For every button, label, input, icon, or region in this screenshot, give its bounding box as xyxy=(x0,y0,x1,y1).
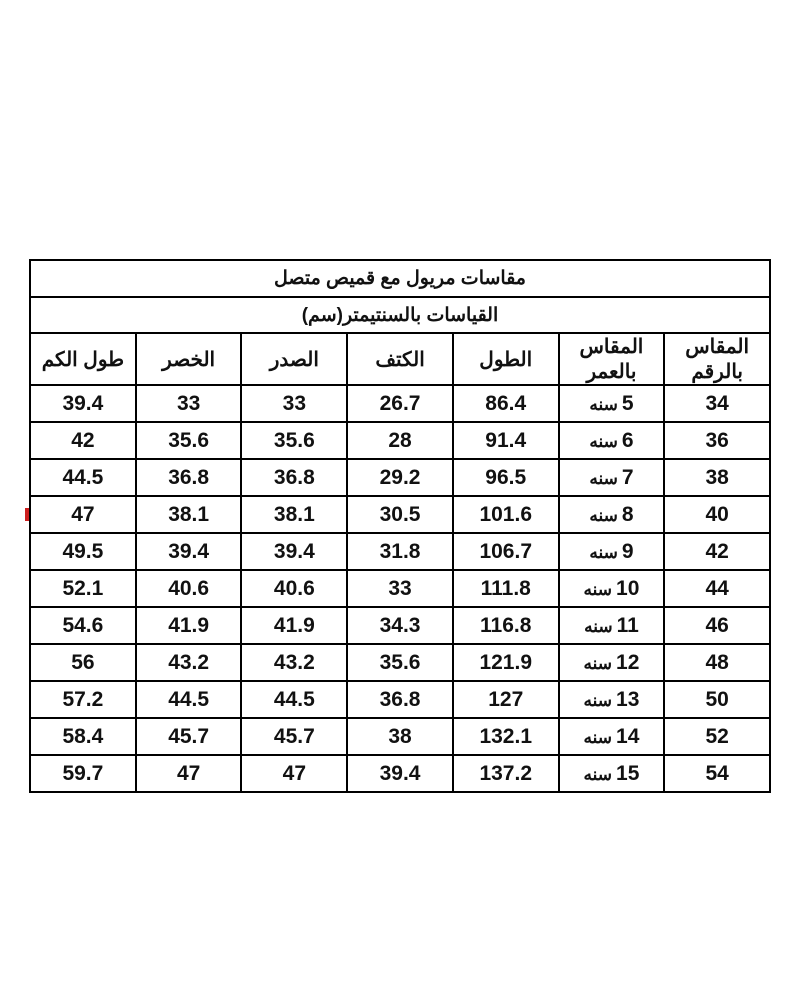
cell-size-number: 34 xyxy=(664,385,770,422)
cell-age xyxy=(559,422,665,459)
age-unit-label: سنه xyxy=(583,579,613,599)
cell-waist: 44.5 xyxy=(136,681,242,718)
cell-shoulder: 31.8 xyxy=(347,533,453,570)
cell-waist: 33 xyxy=(136,385,242,422)
cell-shoulder: 34.3 xyxy=(347,607,453,644)
cell-shoulder: 38 xyxy=(347,718,453,755)
cell-age-value: 13 xyxy=(616,687,640,711)
cell-length: 86.4 xyxy=(453,385,559,422)
cell-age-value: 10 xyxy=(616,576,640,600)
cell-chest: 40.6 xyxy=(241,570,347,607)
cell-waist: 38.1 xyxy=(136,496,242,533)
cell-sleeve: 54.6 xyxy=(30,607,136,644)
cell-sleeve: 59.7 xyxy=(30,755,136,792)
table-row xyxy=(30,644,770,681)
cell-sleeve: 52.1 xyxy=(30,570,136,607)
cell-age xyxy=(559,570,665,607)
cell-size-number: 50 xyxy=(664,681,770,718)
cell-age-value: 6 xyxy=(621,428,634,452)
cell-sleeve: 42 xyxy=(30,422,136,459)
cell-size-number: 52 xyxy=(664,718,770,755)
cell-age-value: 8 xyxy=(621,502,634,526)
cell-waist: 39.4 xyxy=(136,533,242,570)
table-body xyxy=(30,385,770,792)
cell-chest: 33 xyxy=(241,385,347,422)
cell-age-value: 9 xyxy=(621,539,634,563)
cell-length: 116.8 xyxy=(453,607,559,644)
cell-size-number: 54 xyxy=(664,755,770,792)
cell-age xyxy=(559,607,665,644)
cell-age-value: 12 xyxy=(616,650,640,674)
table-row xyxy=(30,533,770,570)
cell-sleeve: 47 xyxy=(30,496,136,533)
cell-length: 111.8 xyxy=(453,570,559,607)
table-row xyxy=(30,681,770,718)
cell-waist: 40.6 xyxy=(136,570,242,607)
table-row xyxy=(30,755,770,792)
column-header-size-number: المقاس بالرقم xyxy=(664,333,770,385)
age-unit-label: سنه xyxy=(584,616,613,636)
cell-length: 91.4 xyxy=(453,422,559,459)
table-head xyxy=(30,260,770,333)
cell-waist: 43.2 xyxy=(136,644,242,681)
cell-sleeve: 39.4 xyxy=(30,385,136,422)
cell-age-value: 14 xyxy=(616,724,640,748)
age-unit-label: سنه xyxy=(583,764,613,784)
cell-shoulder: 26.7 xyxy=(347,385,453,422)
cell-size-number: 36 xyxy=(664,422,770,459)
cell-size-number: 48 xyxy=(664,644,770,681)
cell-sleeve: 44.5 xyxy=(30,459,136,496)
cell-shoulder: 33 xyxy=(347,570,453,607)
cell-waist: 47 xyxy=(136,755,242,792)
cell-size-number: 42 xyxy=(664,533,770,570)
cell-shoulder: 35.6 xyxy=(347,644,453,681)
cell-chest: 44.5 xyxy=(241,681,347,718)
cell-shoulder: 30.5 xyxy=(347,496,453,533)
column-header-length: الطول xyxy=(453,333,559,385)
cell-size-number: 38 xyxy=(664,459,770,496)
column-header-shoulder: الكتف xyxy=(347,333,453,385)
cell-length: 101.6 xyxy=(453,496,559,533)
age-unit-label: سنه xyxy=(589,431,618,451)
cell-sleeve: 57.2 xyxy=(30,681,136,718)
cell-waist: 41.9 xyxy=(136,607,242,644)
cell-chest: 41.9 xyxy=(241,607,347,644)
cell-sleeve: 58.4 xyxy=(30,718,136,755)
column-header-age: المقاس بالعمر xyxy=(559,333,665,385)
age-unit-label: سنه xyxy=(589,542,618,562)
cell-age xyxy=(559,533,665,570)
cell-shoulder: 29.2 xyxy=(347,459,453,496)
cell-size-number: 44 xyxy=(664,570,770,607)
column-header-row xyxy=(30,333,770,385)
cell-chest: 38.1 xyxy=(241,496,347,533)
age-unit-label: سنه xyxy=(583,727,613,747)
age-unit-label: سنه xyxy=(589,394,618,414)
size-chart-container xyxy=(29,259,771,793)
cell-chest: 35.6 xyxy=(241,422,347,459)
table-row xyxy=(30,570,770,607)
cell-chest: 36.8 xyxy=(241,459,347,496)
age-unit-label: سنه xyxy=(583,690,613,710)
column-header-chest: الصدر xyxy=(241,333,347,385)
cell-age xyxy=(559,459,665,496)
chart-subtitle: القياسات بالسنتيمتر(سم) xyxy=(30,297,770,333)
cell-shoulder: 36.8 xyxy=(347,681,453,718)
table-row xyxy=(30,718,770,755)
table-row xyxy=(30,385,770,422)
column-header-sleeve: طول الكم xyxy=(30,333,136,385)
cell-age xyxy=(559,496,665,533)
cell-sleeve: 49.5 xyxy=(30,533,136,570)
age-unit-label: سنه xyxy=(589,505,618,525)
cell-waist: 45.7 xyxy=(136,718,242,755)
cell-waist: 36.8 xyxy=(136,459,242,496)
cell-chest: 39.4 xyxy=(241,533,347,570)
table-row xyxy=(30,459,770,496)
cell-age-value: 5 xyxy=(621,391,634,415)
cell-length: 106.7 xyxy=(453,533,559,570)
cell-length: 127 xyxy=(453,681,559,718)
table-row xyxy=(30,422,770,459)
title-row xyxy=(30,260,770,297)
cell-length: 121.9 xyxy=(453,644,559,681)
cell-length: 96.5 xyxy=(453,459,559,496)
cell-sleeve: 56 xyxy=(30,644,136,681)
cell-chest: 43.2 xyxy=(241,644,347,681)
cell-shoulder: 39.4 xyxy=(347,755,453,792)
chart-title: مقاسات مريول مع قميص متصل xyxy=(30,260,770,297)
age-unit-label: سنه xyxy=(583,653,613,673)
cell-chest: 47 xyxy=(241,755,347,792)
subtitle-row xyxy=(30,297,770,333)
cell-waist: 35.6 xyxy=(136,422,242,459)
table-row xyxy=(30,607,770,644)
cell-age xyxy=(559,755,665,792)
cell-size-number: 40 xyxy=(664,496,770,533)
cell-length: 137.2 xyxy=(453,755,559,792)
cell-age xyxy=(559,385,665,422)
table-row xyxy=(30,496,770,533)
cell-size-number: 46 xyxy=(664,607,770,644)
cell-age xyxy=(559,681,665,718)
column-header-waist: الخصر xyxy=(136,333,242,385)
cell-chest: 45.7 xyxy=(241,718,347,755)
size-chart-table xyxy=(29,259,771,793)
cell-length: 132.1 xyxy=(453,718,559,755)
cell-age-value: 11 xyxy=(616,613,639,637)
age-unit-label: سنه xyxy=(589,468,618,488)
cell-shoulder: 28 xyxy=(347,422,453,459)
cell-age-value: 15 xyxy=(616,761,640,785)
cell-age xyxy=(559,718,665,755)
cell-age-value: 7 xyxy=(621,465,634,489)
cell-age xyxy=(559,644,665,681)
